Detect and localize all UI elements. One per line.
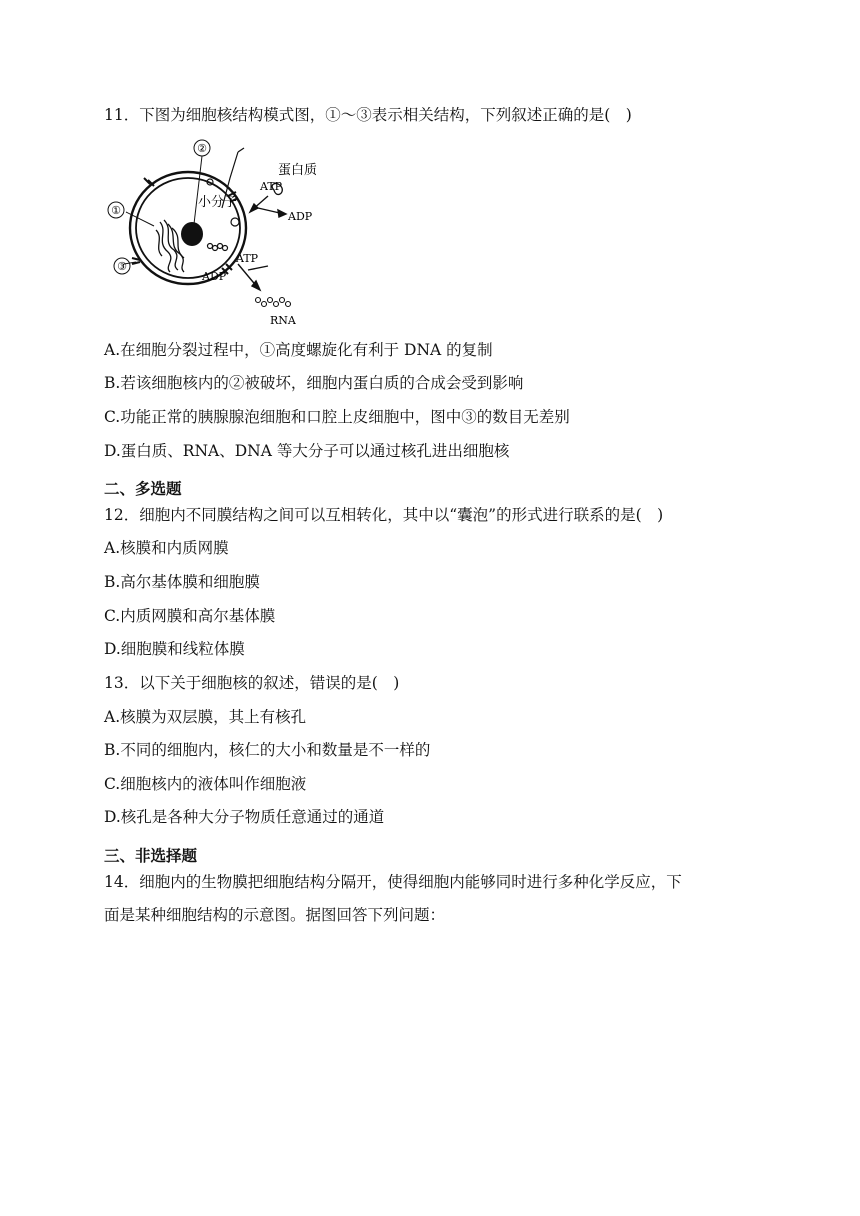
rna-strand [256,298,291,307]
q13-option-b: B.不同的细胞内，核仁的大小和数量是不一样的 [104,741,431,759]
q12-stem: 12．细胞内不同膜结构之间可以互相转化，其中以“囊泡”的形式进行联系的是( ) [104,506,664,524]
q12-option-c: C.内质网膜和高尔基体膜 [104,607,276,625]
q13-option-d: D.核孔是各种大分子物质任意通过的通道 [104,808,385,826]
q14-stem-line-2: 面是某种细胞结构的示意图。据图回答下列问题： [104,906,446,924]
q14-stem-line-1: 14．细胞内的生物膜把细胞结构分隔开，使得细胞内能够同时进行多种化学反应，下 [104,873,682,891]
label-3: ③ [117,260,127,273]
inner-particles [208,218,240,251]
q12-option-d: D.细胞膜和线粒体膜 [104,640,245,658]
q13-option-c: C.细胞核内的液体叫作细胞液 [104,775,307,793]
section-heading-multiple-choice: 二、多选题 [104,480,182,498]
bottom-pore-arrows [238,264,268,290]
label-1: ① [111,204,121,217]
label-2: ② [197,142,207,155]
label-atp-top: ATP [260,180,283,193]
chromatin [156,220,184,272]
nucleus-structure-diagram [98,138,338,330]
q11-stem: 11．下图为细胞核结构模式图，①～③表示相关结构，下列叙述正确的是( ) [104,106,632,124]
label-adp-top: ADP [288,210,313,223]
q13-option-a: A.核膜为双层膜，其上有核孔 [104,708,307,726]
q13-stem: 13．以下关于细胞核的叙述，错误的是( ) [104,674,400,692]
label-adp-bottom: ADP [202,270,227,283]
section-heading-non-choice: 三、非选择题 [104,847,198,865]
q12-option-b: B.高尔基体膜和细胞膜 [104,573,260,591]
top-pore-arrows [250,196,286,217]
q11-option-b: B.若该细胞核内的②被破坏，细胞内蛋白质的合成会受到影响 [104,374,524,392]
q11-option-c: C.功能正常的胰腺腺泡细胞和口腔上皮细胞中，图中③的数目无差别 [104,408,570,426]
label-small-molecule: 小分子 [198,195,238,210]
q11-option-d: D.蛋白质、RNA、DNA 等大分子可以通过核孔进出细胞核 [104,442,510,460]
nucleolus [181,222,203,246]
q12-option-a: A.核膜和内质网膜 [104,539,229,557]
q11-option-a: A.在细胞分裂过程中，①高度螺旋化有利于 DNA 的复制 [104,341,493,359]
label-atp-bottom: ATP [236,252,259,265]
label-protein: 蛋白质 [278,163,318,178]
label-rna: RNA [270,314,296,327]
